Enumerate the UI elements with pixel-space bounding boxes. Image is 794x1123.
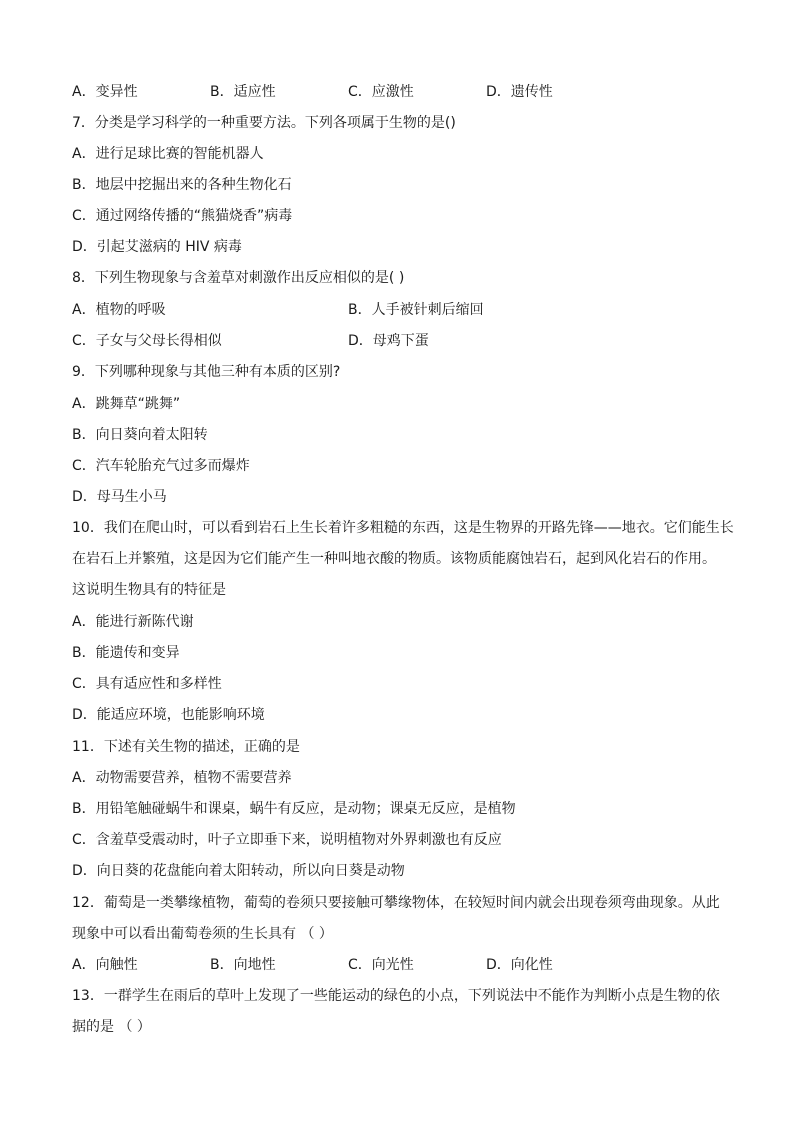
q6-option-d: D．遗传性 [486, 84, 553, 100]
q8-stem: 8．下列生物现象与含羞草对刺激作出反应相似的是( ) [72, 270, 405, 286]
q12-option-c: C．向光性 [348, 957, 414, 973]
q11-stem: 11．下述有关生物的描述，正确的是 [72, 739, 300, 755]
q11-option-a: A．动物需要营养，植物不需要营养 [72, 770, 292, 786]
q8-option-d: D．母鸡下蛋 [348, 333, 429, 349]
q6-option-b: B．适应性 [210, 84, 276, 100]
q11-option-c: C．含羞草受震动时，叶子立即垂下来，说明植物对外界刺激也有反应 [72, 832, 502, 848]
q9-option-a: A．跳舞草“跳舞” [72, 396, 181, 412]
q12-stem-line-1: 12．葡萄是一类攀缘植物，葡萄的卷须只要接触可攀缘物体，在较短时间内就会出现卷须弯曲现象。从此 [72, 895, 720, 911]
q7-option-b: B．地层中挖掘出来的各种生物化石 [72, 177, 292, 193]
q12-option-d: D．向化性 [486, 957, 553, 973]
q11-option-b: B．用铅笔触碰蜗牛和课桌，蜗牛有反应，是动物；课桌无反应，是植物 [72, 801, 516, 817]
q9-stem: 9．下列哪种现象与其他三种有本质的区别? [72, 364, 341, 380]
q7-option-c: C．通过网络传播的“熊猫烧香”病毒 [72, 208, 293, 224]
q9-option-d: D．母马生小马 [72, 489, 167, 505]
q10-option-a: A．能进行新陈代谢 [72, 614, 194, 630]
q12-stem-line-2: 现象中可以看出葡萄卷须的生长具有 （ ） [72, 926, 333, 942]
q10-option-d: D．能适应环境，也能影响环境 [72, 707, 265, 723]
q10-option-c: C．具有适应性和多样性 [72, 676, 222, 692]
q10-stem-line-2: 在岩石上并繁殖，这是因为它们能产生一种叫地衣酸的物质。该物质能腐蚀岩石，起到风化岩石的作用。 [72, 551, 716, 567]
q9-option-c: C．汽车轮胎充气过多而爆炸 [72, 458, 250, 474]
q8-option-c: C．子女与父母长得相似 [72, 333, 222, 349]
q8-option-a: A．植物的呼吸 [72, 302, 166, 318]
q8-option-b: B．人手被针刺后缩回 [348, 302, 484, 318]
q10-stem-line-1: 10．我们在爬山时，可以看到岩石上生长着许多粗糙的东西，这是生物界的开路先锋——地衣。它们能生长 [72, 520, 734, 536]
q6-option-c: C．应激性 [348, 84, 414, 100]
q12-option-b: B．向地性 [210, 957, 276, 973]
q11-option-d: D．向日葵的花盘能向着太阳转动，所以向日葵是动物 [72, 863, 405, 879]
q10-option-b: B．能遗传和变异 [72, 645, 180, 661]
q13-stem-line-2: 据的是 （ ） [72, 1019, 151, 1035]
q7-option-a: A．进行足球比赛的智能机器人 [72, 146, 264, 162]
q6-option-a: A．变异性 [72, 84, 138, 100]
q7-stem: 7．分类是学习科学的一种重要方法。下列各项属于生物的是() [72, 115, 456, 131]
q13-stem-line-1: 13．一群学生在雨后的草叶上发现了一些能运动的绿色的小点，下列说法中不能作为判断小点是生物的依 [72, 988, 720, 1004]
q7-option-d: D．引起艾滋病的 HIV 病毒 [72, 239, 242, 255]
q9-option-b: B．向日葵向着太阳转 [72, 427, 208, 443]
q12-option-a: A．向触性 [72, 957, 138, 973]
q10-stem-line-3: 这说明生物具有的特征是 [72, 582, 226, 598]
